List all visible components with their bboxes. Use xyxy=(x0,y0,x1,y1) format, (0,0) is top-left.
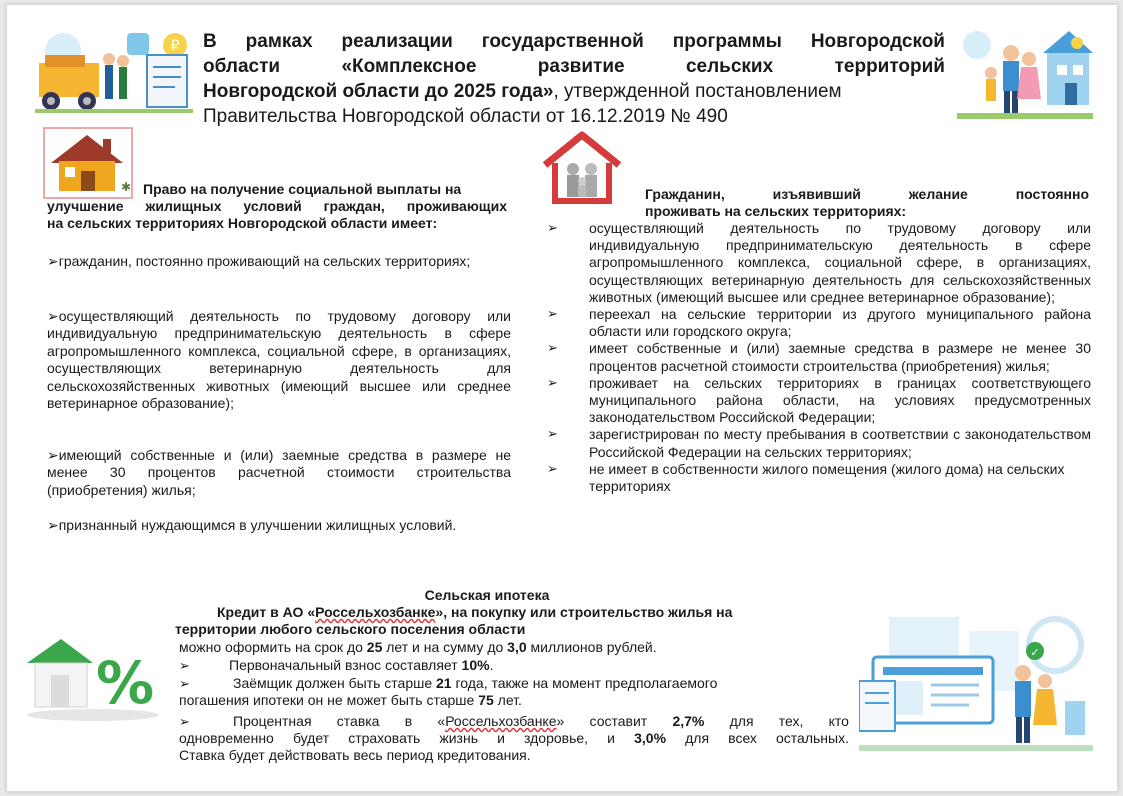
bullet-marker: ➢ xyxy=(547,220,558,235)
rate-insured: 2,7% xyxy=(672,713,705,729)
bullet-marker: ➢ xyxy=(547,460,558,476)
title-line-2: области «Комплексное развитие сельских территорий xyxy=(203,56,945,77)
mortgage-age-line-1 xyxy=(179,675,851,692)
title-line-1: В рамках реализации государственной программы Новгородской xyxy=(203,31,945,52)
credit-prefix: Кредит в АО « xyxy=(217,604,316,620)
right-item-5-text: зарегистрирован по месту пребывания в соответствии с законодательством Российской Федерации на сельских территориях; xyxy=(589,426,1091,460)
bullet-marker: ➢ xyxy=(179,714,190,729)
title-approved-text: , утвержденной постановлением xyxy=(553,81,842,102)
agro-illustration-icon xyxy=(35,25,193,121)
term-text-c: миллионов рублей. xyxy=(526,639,657,655)
down-text: Первоначальный взнос составляет xyxy=(229,657,462,673)
page-title xyxy=(203,29,945,129)
right-item-2 xyxy=(547,306,1091,340)
bullet-marker: ➢ xyxy=(547,306,558,322)
age-text-c: погашения ипотеки он не может быть старше xyxy=(179,692,479,708)
mortgage-down-payment xyxy=(179,657,859,674)
right-heading-line-1: Гражданин, изъявивший желание постоянно xyxy=(645,186,1089,202)
left-heading-line-2: улучшение жилищных условий граждан, проживающих xyxy=(47,198,507,214)
family-house-icon xyxy=(541,129,623,205)
age-text-a: Заёмщик должен быть старше xyxy=(233,675,437,691)
bullet-marker: ➢ xyxy=(547,340,558,356)
mortgage-term xyxy=(179,639,859,656)
right-item-3 xyxy=(547,340,1091,374)
right-item-1-text: осуществляющий деятельность по трудовому договору или индивидуальную предпринимательскую деятельность в сфере агропромышленного комплекса, социальной сфере, в организациях, осуществляющих ветеринарную деятельность для сельскохозяйственных животных (имеющий высшее или среднее ветеринарное образование); xyxy=(589,220,1091,305)
title-line-3 xyxy=(203,79,945,104)
left-item-4: ➢признанный нуждающимся в улучшении жилищных условий. xyxy=(47,517,457,533)
house-icon xyxy=(43,127,133,199)
right-item-5 xyxy=(547,426,1091,460)
svg-text:₽: ₽ xyxy=(170,38,180,54)
right-item-1 xyxy=(547,220,1091,306)
term-years: 25 xyxy=(366,639,383,655)
rate-others: 3,0% xyxy=(634,730,667,746)
right-item-4-text: проживает на сельских территориях в границах соответствующего муниципального района области, на условиях предусмотренных законодательством Российской Федерации; xyxy=(589,374,1091,426)
bank-name: Россельхозбанке xyxy=(315,604,436,620)
rate-text-c: для тех, кто xyxy=(704,713,849,729)
bullet-marker: ➢ xyxy=(547,426,558,442)
title-program-name: Новгородской области до 2025 года» xyxy=(203,81,554,102)
right-heading-line-2: проживать на сельских территориях: xyxy=(645,203,907,219)
rate-line2-a: одновременно будет страховать жизнь и здоровье, и xyxy=(179,730,635,746)
left-item-2: ➢осуществляющий деятельность по трудовому договору или индивидуальную предпринимательскую деятельность в сфере агропромышленного комплекса, социальной сфере, в организациях, осуществляющих ветеринарную деятельность для сельскохозяйственных животных (имеющий высшее или среднее ветеринарное образование); xyxy=(47,308,511,412)
mortgage-age-line-2 xyxy=(179,692,851,709)
bullet-marker: ➢ xyxy=(179,676,190,691)
down-percent: 10% xyxy=(461,657,490,673)
right-item-6-text: не имеет в собственности жилого помещения (жилого дома) на сельских территориях xyxy=(589,460,1065,495)
age-text-d: лет. xyxy=(493,692,522,708)
credit-suffix: », на покупку или строительство жилья на xyxy=(435,604,733,620)
title-line-4: Правительства Новгородской области от 16.12.2019 № 490 xyxy=(203,106,728,127)
left-heading-line-3: на сельских территориях Новгородской области имеет: xyxy=(47,215,438,231)
right-item-3-text: имеет собственные и (или) заемные средства в размере не менее 30 процентов расчетной стоимости строительства (приобретения) жилья; xyxy=(589,340,1091,374)
mortgage-title: Сельская ипотека xyxy=(424,587,550,603)
age-max: 75 xyxy=(478,692,494,708)
rate-bank-name: Россельхозбанке xyxy=(445,713,557,729)
mortgage-rate-line-3: Ставка будет действовать весь период кредитования. xyxy=(179,747,531,763)
mortgage-percent-icon xyxy=(21,623,171,723)
mortgage-rate-line-1 xyxy=(179,713,849,730)
bullet-marker: ➢ xyxy=(547,374,558,390)
term-amount: 3,0 xyxy=(507,639,527,655)
svg-text:✓: ✓ xyxy=(1030,646,1040,659)
mortgage-credit-line-2: территории любого сельского поселения области xyxy=(175,621,526,637)
left-item-3: ➢имеющий собственные и (или) заемные средства в размере не менее 30 процентов расчетной стоимости строительства (приобретения) жилья; xyxy=(47,447,511,498)
rate-line2-b: для всех остальных. xyxy=(666,730,849,746)
right-item-4 xyxy=(547,375,1091,427)
mortgage-credit-line-1 xyxy=(217,604,857,621)
term-text-b: лет и на сумму до xyxy=(382,639,508,655)
age-text-b: года, также на момент предполагаемого xyxy=(451,675,718,691)
age-min: 21 xyxy=(436,675,452,691)
right-list xyxy=(547,220,1091,495)
rate-text-b: » составит xyxy=(556,713,673,729)
term-text-a: можно оформить на срок до xyxy=(179,639,367,655)
page xyxy=(6,4,1118,792)
svg-text:✱: ✱ xyxy=(121,180,132,194)
down-end: . xyxy=(489,657,494,673)
rate-text-a: Процентная ставка в « xyxy=(233,713,446,729)
left-item-1: ➢гражданин, постоянно проживающий на сельских территориях; xyxy=(47,253,471,269)
right-item-2-text: переехал на сельские территории из другого муниципального района области или городского округа; xyxy=(589,306,1091,340)
city-illustration-icon xyxy=(859,611,1093,757)
mortgage-rate-line-2 xyxy=(179,730,849,747)
right-item-6 xyxy=(547,461,1091,495)
svg-text:%: % xyxy=(95,649,155,717)
family-illustration-icon xyxy=(957,23,1093,123)
left-heading-line-1: Право на получение социальной выплаты на xyxy=(143,181,462,197)
bullet-marker: ➢ xyxy=(179,658,190,673)
